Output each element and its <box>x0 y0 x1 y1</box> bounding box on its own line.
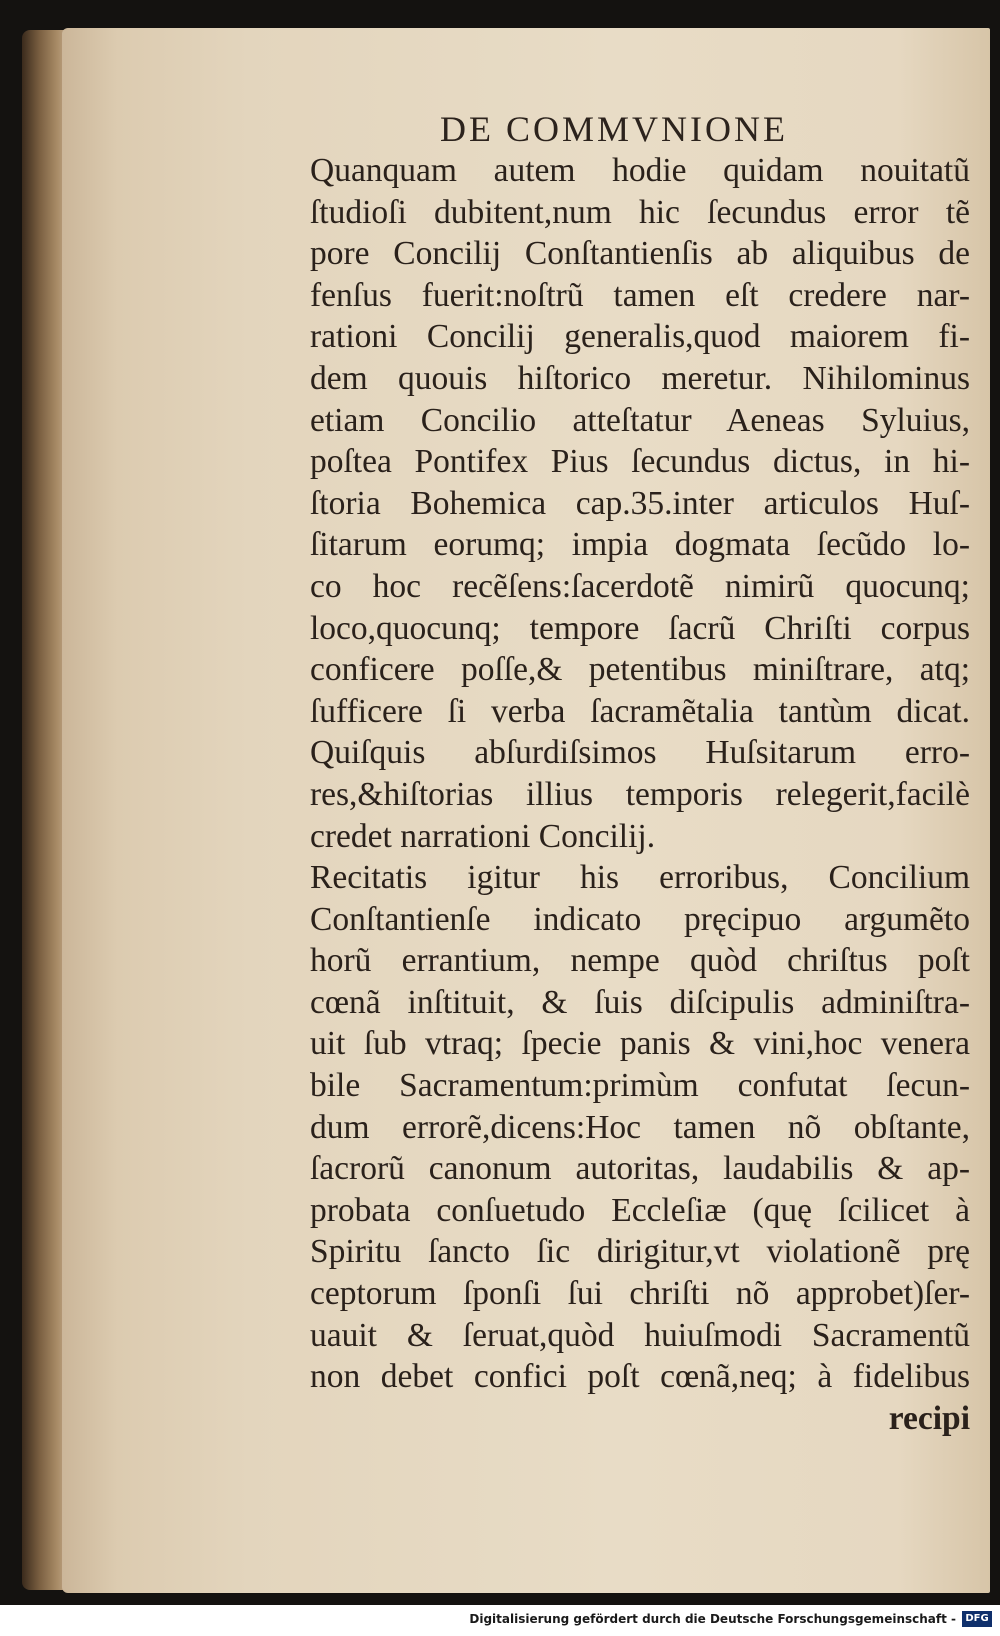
text-line: Conſtantienſe indicato pręcipuo argumẽto <box>310 900 970 938</box>
text-line: fenſus fuerit:noſtrũ tamen eſt credere nar- <box>310 276 970 314</box>
text-line: horũ errantium, nempe quòd chriſtus poſt <box>310 942 970 980</box>
text-line: dem quouis hiſtorico meretur. Nihilominus <box>310 359 970 397</box>
text-line: probata conſuetudo Eccleſiæ (quę ſcilicet à <box>310 1191 970 1229</box>
body-text <box>310 150 970 1439</box>
text-line: ſitarum eorumq; impia dogmata ſecũdo lo- <box>310 526 970 564</box>
text-line: bile Sacramentum:primùm confutat ſecun- <box>310 1067 970 1105</box>
text-line: ſufficere ſi verba ſacramẽtalia tantùm dicat. <box>310 692 970 730</box>
text-line: uauit & ſeruat,quòd huiuſmodi Sacramentũ <box>310 1316 970 1354</box>
text-line: dum errorẽ,dicens:Hoc tamen nõ obſtante, <box>310 1108 970 1146</box>
text-line: rationi Concilij generalis,quod maiorem fi- <box>310 318 970 356</box>
text-line: ſtoria Bohemica cap.35.inter articulos Huſ- <box>310 484 970 522</box>
text-line: Spiritu ſancto ſic dirigitur,vt violationẽ prę <box>310 1233 970 1271</box>
text-line: ſtudioſi dubitent,num hic ſecundus error tẽ <box>310 193 970 231</box>
dfg-logo: DFG <box>962 1611 992 1627</box>
text-line: loco,quocunq; tempore ſacrũ Chriſti corpus <box>310 609 970 647</box>
footer-bar <box>0 1605 1000 1636</box>
funding-notice: Digitalisierung gefördert durch die Deutsche Forschungsgemeinschaft - <box>469 1612 956 1626</box>
text-line: ſacrorũ canonum autoritas, laudabilis & ap- <box>310 1150 970 1188</box>
text-line: pore Concilij Conſtantienſis ab aliquibus de <box>310 235 970 273</box>
running-head: DE COMMVNIONE <box>440 109 788 149</box>
text-line: poſtea Pontifex Pius ſecundus dictus, in hi- <box>310 443 970 481</box>
text-line: uit ſub vtraq; ſpecie panis & vini,hoc venera <box>310 1025 970 1063</box>
text-line: etiam Concilio atteſtatur Aeneas Syluius, <box>310 401 970 439</box>
text-line: Quanquam autem hodie quidam nouitatũ <box>310 152 970 189</box>
text-line: res,&hiſtorias illius temporis relegerit,facilè <box>310 775 970 813</box>
text-line: credet narrationi Concilij. <box>310 817 656 855</box>
catchword: recipi <box>888 1399 970 1437</box>
text-line: conficere poſſe,& petentibus miniſtrare, atq; <box>310 651 970 689</box>
text-line: ceptorum ſponſi ſui chriſti nõ approbet)ſer- <box>310 1275 970 1313</box>
text-line: co hoc recẽſens:ſacerdotẽ nimirũ quocunq; <box>310 567 970 605</box>
text-line: cœnã inſtituit, & ſuis diſcipulis adminiſtra- <box>310 983 970 1021</box>
text-line: non debet confici poſt cœnã,neq; à fidelibus <box>310 1358 970 1396</box>
text-line: Quiſquis abſurdiſsimos Huſsitarum erro- <box>310 734 970 772</box>
text-line: Recitatis igitur his erroribus, Concilium <box>310 859 970 897</box>
